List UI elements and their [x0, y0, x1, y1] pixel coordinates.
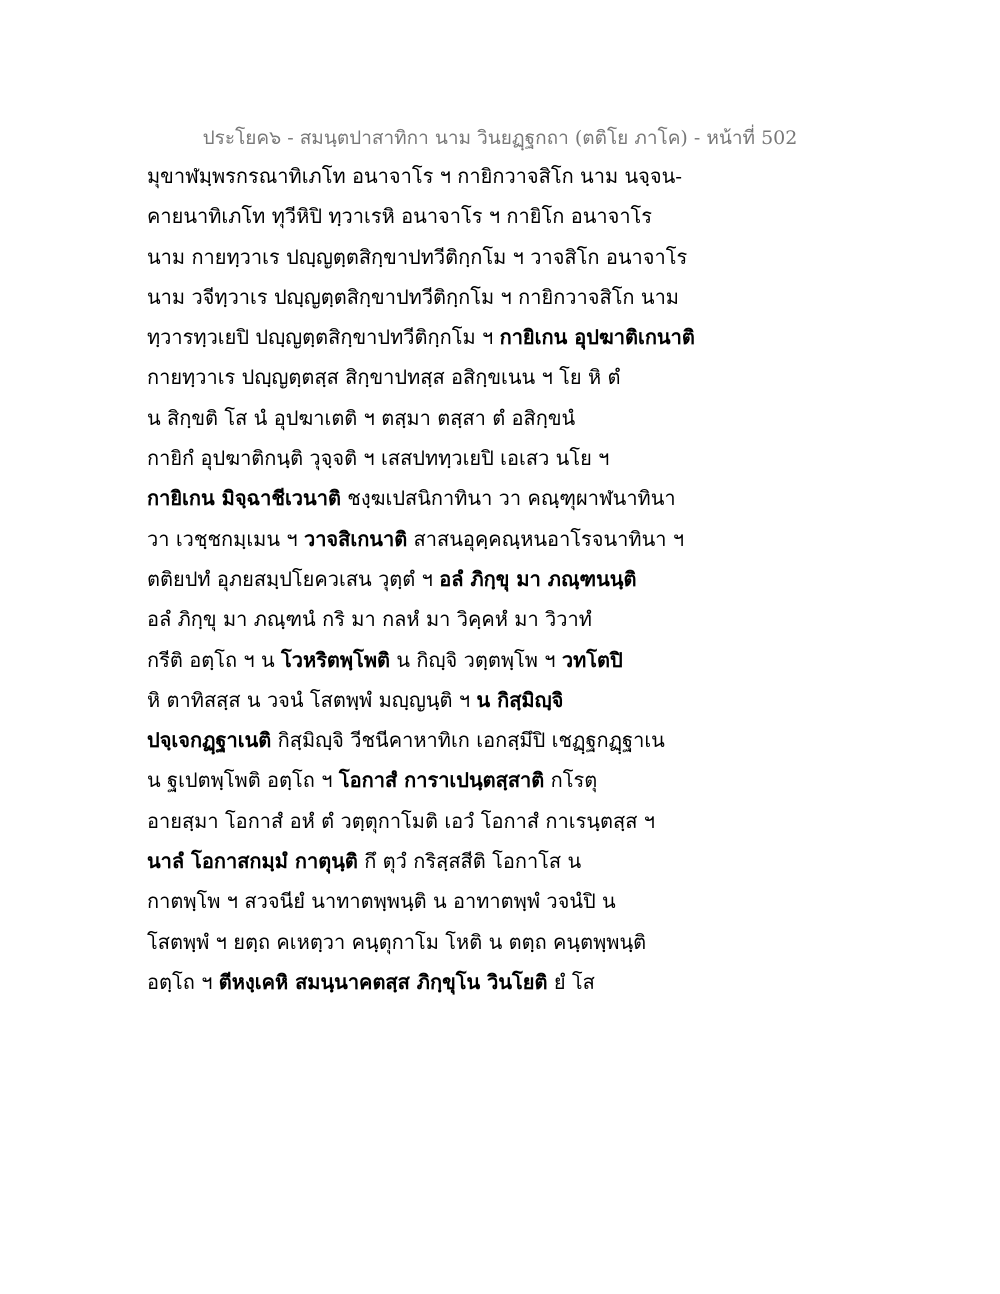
body-text: [147, 156, 707, 1002]
text-segment: หิ ตาทิสสฺส น วจนํ โสตพฺพํ มญฺญนฺติ ฯ: [147, 687, 477, 712]
text-segment: นาม กายทฺวาเร ปญฺญตฺตสิกฺขาปทวีติกฺกโม ฯ วาจสิโก อนาจาโร: [147, 244, 688, 269]
text-line: [147, 478, 707, 518]
text-segment: ยํ โส: [547, 969, 595, 994]
page-header: ประโยค๖ - สมนฺตปาสาทิกา นาม วินยฏฺฐกถา (ตติโย ภาโค) - หน้าที่ 502: [202, 127, 798, 149]
text-segment: น สิกฺขติ โส นํ อุปฆาเตติ ฯ ตสฺมา ตสฺสา ตํ อสิกฺขนํ: [147, 405, 576, 430]
text-line: [147, 357, 707, 397]
text-segment: ตติยปทํ อุภยสมฺปโยควเสน วุตฺตํ ฯ: [147, 566, 440, 591]
text-segment: กายทฺวาเร ปญฺญตฺตสฺส สิกฺขาปทสฺส อสิกฺขเนน ฯ โย หิ ตํ: [147, 365, 621, 390]
text-segment: กโรตุ: [544, 768, 598, 793]
text-line: [147, 680, 707, 720]
text-segment: สาสนอุคฺคณฺหนอาโรจนาทินา ฯ: [407, 526, 685, 551]
text-line: [147, 277, 707, 317]
text-line: [147, 962, 707, 1002]
text-segment: อลํ ภิกฺขุ มา ภณฺฑนํ กริ มา กลหํ มา วิคฺคหํ มา วิวาทํ: [147, 607, 592, 632]
text-line: [147, 398, 707, 438]
text-line: [147, 881, 707, 921]
text-segment: วา เวชฺชกมฺเมน ฯ: [147, 526, 304, 551]
text-segment: ชงฺฆเปสนิกาทินา วา คณฺฑุผาฬนาทินา: [340, 486, 676, 511]
text-segment: กรีติ อตฺโถ ฯ น: [147, 647, 282, 672]
text-segment: น กิญฺจิ วตฺตพฺโพ ฯ: [390, 647, 562, 672]
text-line: [147, 156, 707, 196]
text-line: [147, 196, 707, 236]
bold-term: ปจฺเจกฏฺฐาเนติ: [147, 728, 272, 753]
text-line: [147, 922, 707, 962]
text-line: [147, 519, 707, 559]
text-segment: น ฐเปตพฺโพติ อตฺโถ ฯ: [147, 768, 339, 793]
text-line: [147, 599, 707, 639]
text-segment: มุขาฬมฺพรกรณาทิเภโท อนาจาโร ฯ กายิกวาจสิโก นาม นจฺจน-: [147, 164, 683, 188]
bold-term: กายิเกน มิจฺฉาชีเวนาติ: [147, 486, 341, 511]
bold-term: กายิเกน อุปฆาติเกนาติ: [499, 325, 695, 350]
text-line: [147, 801, 707, 841]
bold-term: ตีหงฺเคหิ สมนฺนาคตสฺส ภิกฺขุโน วินโยติ: [218, 969, 548, 994]
bold-term: นาลํ โอกาสกมฺมํ กาตุนฺติ: [147, 849, 358, 874]
bold-term: วทโตปิ: [561, 647, 623, 672]
text-segment: คายนาทิเภโท ทุวีหิปิ ทฺวาเรหิ อนาจาโร ฯ กายิโก อนาจาโร: [147, 204, 653, 229]
text-segment: กึ ตุวํ กริสฺสสีติ โอกาโส น: [357, 849, 582, 874]
text-segment: กาตพฺโพ ฯ สวจนียํ นาทาตพฺพนฺติ น อาทาตพฺพํ วจนํปิ น: [147, 889, 616, 914]
text-line: [147, 438, 707, 478]
text-segment: กิสฺมิญฺจิ วีชนีคาหาทิเก เอกสฺมึปิ เชฏฺฐกฏฺฐาเน: [271, 728, 665, 753]
bold-term: โวหริตพฺโพติ: [281, 647, 391, 672]
text-segment: โสตพฺพํ ฯ ยตฺถ คเหตฺวา คนฺตุกาโม โหติ น ตตฺถ คนฺตพฺพนฺติ: [147, 929, 647, 954]
text-segment: อตฺโถ ฯ: [147, 969, 219, 994]
text-line: [147, 640, 707, 680]
text-line: [147, 841, 707, 881]
bold-term: โอกาสํ การาเปนฺตสฺสาติ: [338, 768, 545, 793]
text-segment: นาม วจีทฺวาเร ปญฺญตฺตสิกฺขาปทวีติกฺกโม ฯ กายิกวาจสิโก นาม: [147, 284, 679, 309]
text-line: [147, 760, 707, 800]
text-segment: อายสฺมา โอกาสํ อหํ ตํ วตฺตุกาโมติ เอวํ โอกาสํ กาเรนฺตสฺส ฯ: [147, 808, 655, 833]
text-line: [147, 317, 707, 357]
text-segment: กายิกํ อุปฆาติกนฺติ วุจฺจติ ฯ เสสปททฺวเยปิ เอเสว นโย ฯ: [147, 446, 610, 471]
text-line: [147, 559, 707, 599]
bold-term: วาจสิเกนาติ: [303, 526, 408, 551]
bold-term: น กิสฺมิญฺจิ: [476, 687, 564, 712]
bold-term: อลํ ภิกฺขุ มา ภณฺฑนนฺติ: [439, 566, 637, 591]
text-line: [147, 237, 707, 277]
text-segment: ทฺวารทฺวเยปิ ปญฺญตฺตสิกฺขาปทวีติกฺกโม ฯ: [147, 325, 500, 350]
text-line: [147, 720, 707, 760]
